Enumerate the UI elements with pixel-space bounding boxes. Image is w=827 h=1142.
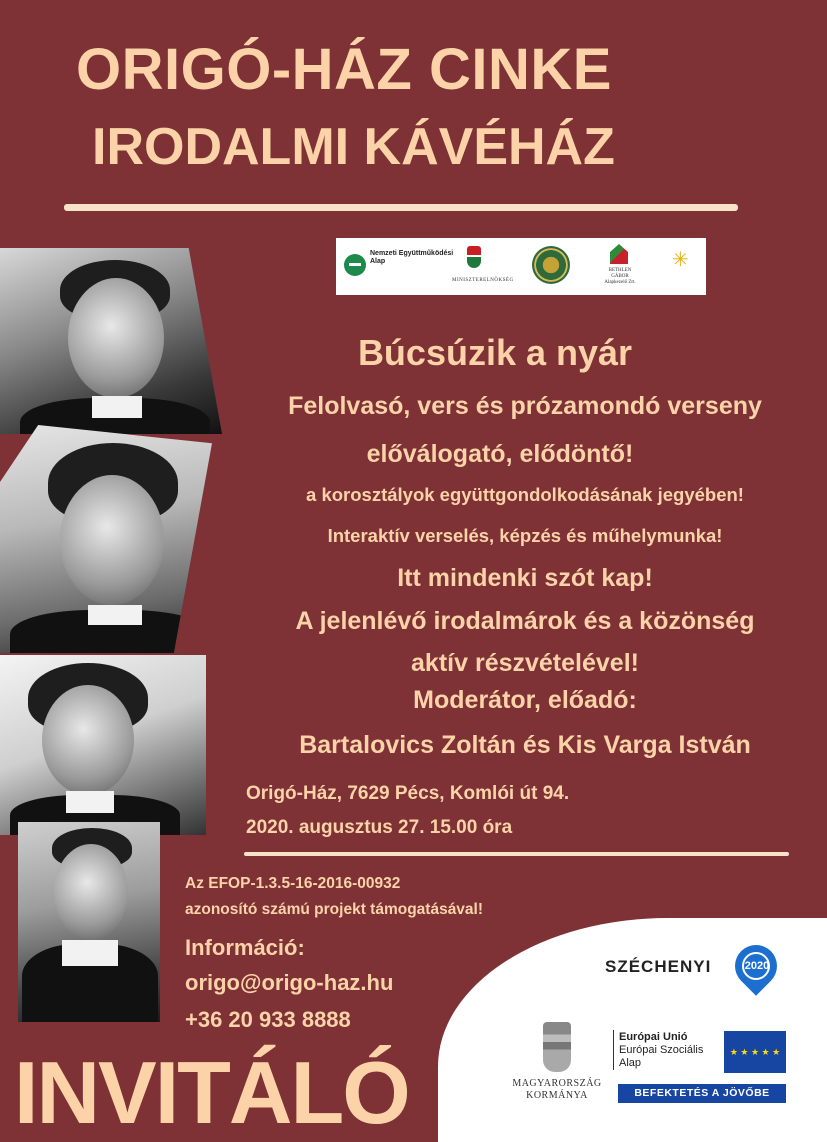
event-line-1: Felolvasó, vers és prózamondó verseny bbox=[288, 392, 762, 420]
bethlen-gabor-logo bbox=[600, 238, 640, 295]
sun-icon: ✳ bbox=[672, 249, 689, 271]
funding-line-2: azonosító számú projekt támogatásával! bbox=[185, 901, 484, 918]
event-line-7: aktív részvételével! bbox=[411, 649, 639, 677]
event-line-6: A jelenlévő irodalmárok és a közönség bbox=[295, 607, 755, 635]
eu-line-2: Európai Szociális bbox=[619, 1044, 704, 1056]
hungarian-crest-icon bbox=[467, 246, 481, 268]
eu-slogan: BEFEKTETÉS A JÖVŐBE bbox=[618, 1084, 786, 1103]
event-line-5: Itt mindenki szót kap! bbox=[397, 564, 653, 592]
moderator-names: Bartalovics Zoltán és Kis Varga István bbox=[299, 731, 751, 759]
nea-logo-text: Nemzeti Együttműködési Alap bbox=[370, 250, 454, 265]
event-datetime: 2020. augusztus 27. 15.00 óra bbox=[246, 817, 513, 838]
eu-fund-text bbox=[619, 1031, 703, 1070]
portrait-photo-3 bbox=[0, 655, 206, 835]
bethlen-gabor-icon bbox=[610, 244, 628, 264]
nea-icon bbox=[344, 254, 366, 276]
event-heading: Búcsúzik a nyár bbox=[357, 332, 633, 373]
government-line-2: KORMÁNYA bbox=[526, 1090, 588, 1101]
moderator-label: Moderátor, előadó: bbox=[413, 686, 637, 714]
portrait-photo-2 bbox=[0, 425, 212, 653]
contact-phone[interactable]: +36 20 933 8888 bbox=[185, 1007, 351, 1032]
venue-address: Origó-Ház, 7629 Pécs, Komlói út 94. bbox=[246, 783, 570, 804]
title-line-1: ORIGÓ-HÁZ CINKE bbox=[76, 37, 612, 102]
eu-line-1: Európai Unió bbox=[619, 1031, 688, 1043]
government-line-1: MAGYARORSZÁG bbox=[512, 1078, 602, 1089]
county-seal-logo bbox=[532, 238, 572, 295]
eu-divider bbox=[613, 1030, 614, 1070]
invite-heading: INVITÁLÓ bbox=[14, 1043, 409, 1142]
portrait-photo-1 bbox=[0, 248, 222, 434]
bethlen-gabor-text: BETHLEN GÁBOR Alapkezelő Zrt. bbox=[604, 268, 636, 285]
miniszterelnokseg-text: MINISZTERELNÖKSÉG bbox=[452, 278, 514, 283]
szechenyi-year: 2020 bbox=[744, 960, 770, 972]
event-line-2: előválogató, elődöntő! bbox=[366, 440, 634, 468]
eu-line-3: Alap bbox=[619, 1057, 642, 1069]
event-line-4: Interaktív verselés, képzés és műhelymunka! bbox=[327, 525, 723, 546]
miniszterelnokseg-logo bbox=[452, 238, 522, 295]
event-line-3: a korosztályok együttgondolkodásának jegyében! bbox=[306, 484, 744, 505]
sponsor-logos-strip bbox=[336, 238, 706, 295]
venue-divider bbox=[244, 852, 789, 856]
seal-icon bbox=[532, 246, 570, 284]
government-crest-icon bbox=[543, 1022, 571, 1072]
title-line-2: IRODALMI KÁVÉHÁZ bbox=[92, 118, 615, 176]
szechenyi-word: SZÉCHENYI bbox=[605, 957, 712, 976]
title-divider bbox=[64, 204, 738, 211]
eu-flag-icon bbox=[724, 1031, 786, 1073]
funding-line-1: Az EFOP-1.3.5-16-2016-00932 bbox=[185, 875, 401, 892]
nea-logo bbox=[340, 238, 460, 295]
government-name bbox=[512, 1078, 602, 1102]
contact-email[interactable]: origo@origo-haz.hu bbox=[185, 970, 394, 995]
contact-label: Információ: bbox=[185, 935, 305, 960]
portrait-photo-4 bbox=[18, 822, 160, 1022]
sun-logo bbox=[668, 238, 698, 295]
eu-stars-icon: ★ ★ ★ ★ ★ bbox=[729, 1047, 781, 1057]
